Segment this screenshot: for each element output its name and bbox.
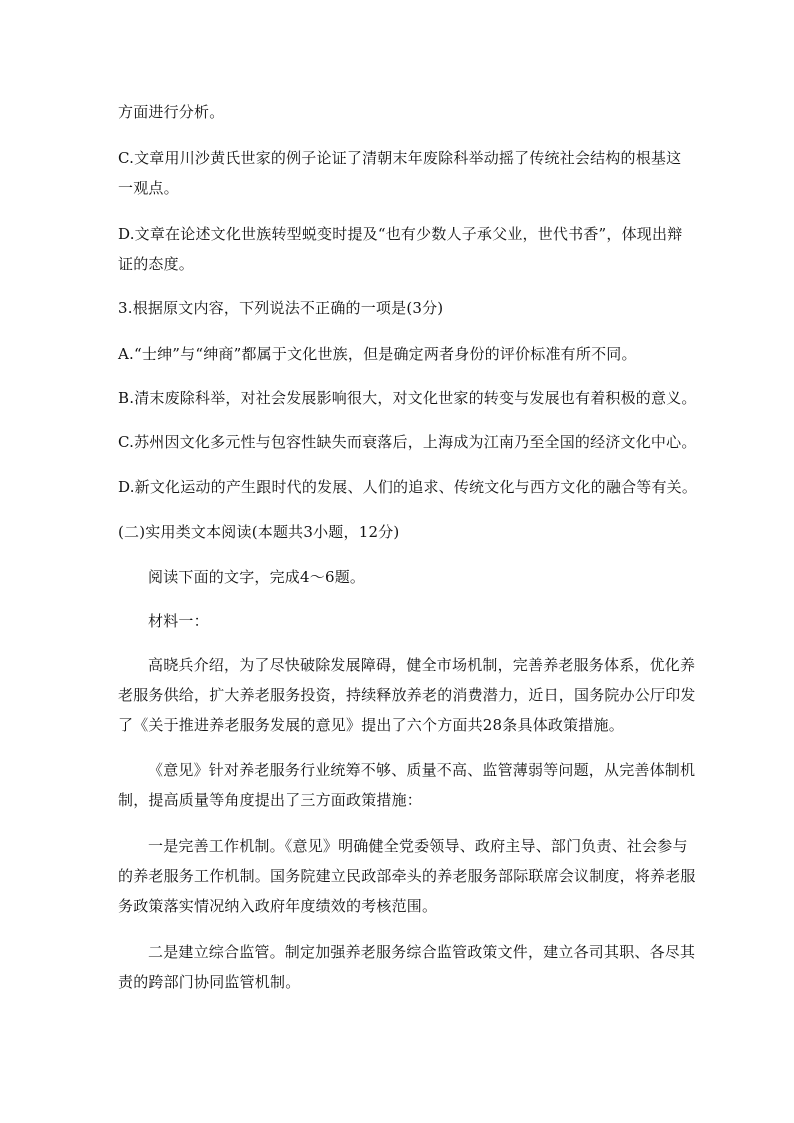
q3-option-a: A.“士绅”与“绅商”都属于文化世族，但是确定两者身份的评价标准有所不同。	[118, 345, 637, 363]
q3-option-c: C.苏州因文化多元性与包容性缺失而衰落后，上海成为江南乃至全国的经济文化中心。	[118, 433, 697, 451]
paragraph-1-line-1: 高晓兵介绍，为了尽快破除发展障碍，健全市场机制，完善养老服务体系，优化养	[148, 656, 696, 674]
question-3: 3.根据原文内容，下列说法不正确的一项是(3分)	[118, 299, 444, 317]
section-heading: (二)实用类文本阅读(本题共3小题，12分)	[118, 523, 400, 541]
reading-instruction: 阅读下面的文字，完成4～6题。	[148, 568, 366, 586]
paragraph-1-line-2: 老服务供给，扩大养老服务投资，持续释放养老的消费潜力，近日，国务院办公厅印发	[118, 686, 696, 704]
q3-option-b: B.清末废除科举，对社会发展影响很大，对文化世家的转变与发展也有着积极的意义。	[118, 389, 697, 407]
paragraph-3-line-1: 一是完善工作机制。《意见》明确健全党委领导、政府主导、部门负责、社会参与	[148, 837, 688, 855]
option-c-line-2: 一观点。	[118, 179, 179, 197]
paragraph-2-line-2: 制，提高质量等角度提出了三方面政策措施：	[118, 791, 423, 809]
material-label: 材料一：	[148, 612, 209, 630]
option-c-line-1: C.文章用川沙黄氏世家的例子论证了清朝末年废除科举动摇了传统社会结构的根基这	[118, 149, 682, 167]
paragraph-3-line-3: 务政策落实情况纳入政府年度绩效的考核范围。	[118, 897, 438, 915]
paragraph-4-line-1: 二是建立综合监管。制定加强养老服务综合监管政策文件，建立各司其职、各尽其	[148, 943, 696, 961]
paragraph-2-line-1: 《意见》针对养老服务行业统筹不够、质量不高、监管薄弱等问题，从完善体制机	[148, 761, 696, 779]
text-line: 方面进行分析。	[118, 103, 225, 121]
paragraph-4-line-2: 责的跨部门协同监管机制。	[118, 973, 301, 991]
option-d-line-1: D.文章在论述文化世族转型蜕变时提及“也有少数人子承父业，世代书香”，体现出辩	[118, 225, 683, 243]
q3-option-d: D.新文化运动的产生跟时代的发展、人们的追求、传统文化与西方文化的融合等有关。	[118, 478, 698, 496]
paragraph-1-line-3: 了《关于推进养老服务发展的意见》提出了六个方面共28条具体政策措施。	[118, 716, 624, 734]
option-d-line-2: 证的态度。	[118, 255, 195, 273]
paragraph-3-line-2: 的养老服务工作机制。国务院建立民政部牵头的养老服务部际联席会议制度，将养老服	[118, 867, 696, 885]
